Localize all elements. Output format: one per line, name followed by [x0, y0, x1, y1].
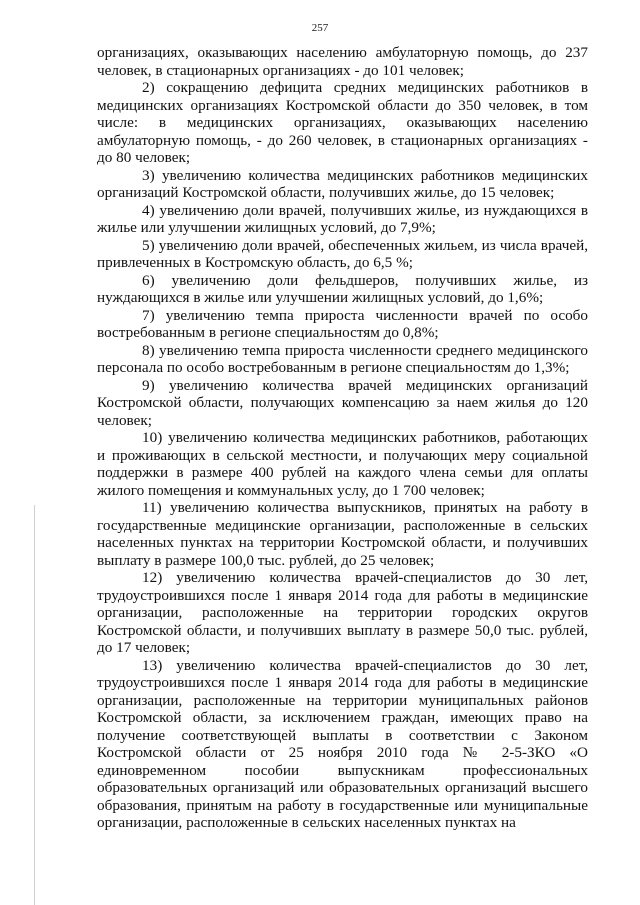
- list-item-12: 12) увеличению количества врачей-специалистов до 30 лет, трудоустроившихся после 1 января 2014 года для работы в медицинские организации, расположенные на территории городских округов Костромской области, и получивших выплату в размере 50,0 тыс. рублей, до 17 человек;: [97, 569, 588, 656]
- list-item-10: 10) увеличению количества медицинских работников, работающих и проживающих в сельской местности, и получающих меру социальной поддержки в размере 400 рублей на каждого члена семьи для оплаты жилого помещения и коммунальных услу, до 1 700 человек;: [97, 429, 588, 499]
- list-item-8: 8) увеличению темпа прироста численности среднего медицинского персонала по особо востребованным в регионе специальностям до 1,3%;: [97, 341, 588, 376]
- list-item-9: 9) увеличению количества врачей медицинских организаций Костромской области, получающих компенсацию за наем жилья до 120 человек;: [97, 376, 588, 429]
- list-item-7: 7) увеличению темпа прироста численности врачей по особо востребованным в регионе специальностям до 0,8%;: [97, 306, 588, 341]
- list-item-13: 13) увеличению количества врачей-специалистов до 30 лет, трудоустроившихся после 1 января 2014 года для работы в медицинские организации, расположенные на территории муниципальных районов Костромской области, за исключением граждан, имеющих право на получение соответствующей выплаты в соответствии с Законом Костромской области от 25 ноября 2010 года № 2-5-ЗКО «О единовременном пособии выпускникам профессиональных образовательных организаций или образовательных организаций высшего образования, принятым на работу в государственные или муниципальные организации, расположенные в сельских населенных пунктах на: [97, 656, 588, 831]
- list-item-5: 5) увеличению доли врачей, обеспеченных жильем, из числа врачей, привлеченных в Костромскую область, до 6,5 %;: [97, 236, 588, 271]
- document-body: [97, 44, 588, 832]
- paragraph-continuation: организациях, оказывающих населению амбулаторную помощь, до 237 человек, в стационарных организациях - до 101 человек;: [97, 44, 588, 79]
- page-number: 257: [311, 22, 329, 34]
- list-item-2: 2) сокращению дефицита средних медицинских работников в медицинских организациях Костромской области до 350 человек, в том числе: в медицинских организациях, оказывающих населению амбулаторную помощь, - до 260 человек, в стационарных организациях - до 80 человек;: [97, 79, 588, 166]
- list-item-3: 3) увеличению количества медицинских работников медицинских организаций Костромской области, получивших жилье, до 15 человек;: [97, 166, 588, 201]
- list-item-4: 4) увеличению доли врачей, получивших жилье, из нуждающихся в жилье или улучшении жилищных условий, до 7,9%;: [97, 201, 588, 236]
- list-item-11: 11) увеличению количества выпускников, принятых на работу в государственные медицинские организации, расположенные в сельских населенных пунктах на территории Костромской области, и получивших выплату в размере 100,0 тыс. рублей, до 25 человек;: [97, 499, 588, 569]
- list-item-6: 6) увеличению доли фельдшеров, получивших жилье, из нуждающихся в жилье или улучшении жилищных условий, до 1,6%;: [97, 271, 588, 306]
- scan-edge-line: [34, 505, 35, 905]
